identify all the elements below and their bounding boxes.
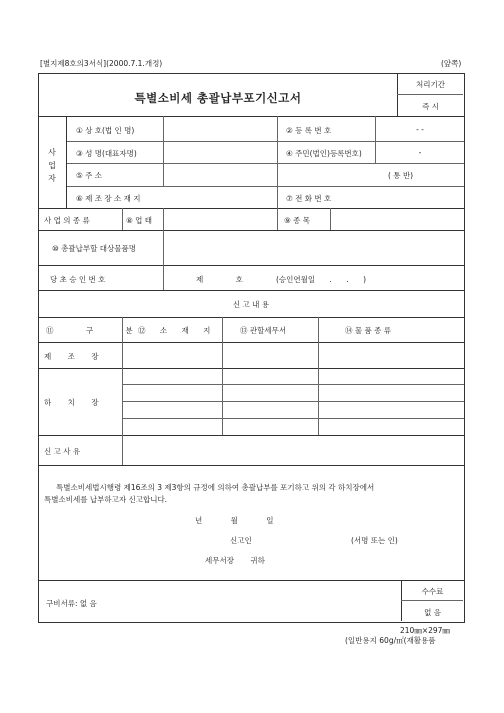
report-reason-label: 신 고 사 유: [44, 447, 81, 456]
statement-line-2: 특별소비세를 납부하고자 신고합니다.: [44, 495, 168, 504]
form-title: 특별소비세 총괄납부포기신고서: [134, 91, 302, 105]
tax-office-addressee: 세무서장 귀하: [205, 556, 265, 565]
signature-label: (서명 또는 인): [351, 536, 398, 545]
registration-number-label: ② 등 록 번 호: [286, 126, 332, 135]
column-location: ⑫ 소 재 지: [138, 326, 211, 335]
phone-number-label: ⑦ 전 화 번 호: [286, 194, 332, 203]
factory-location-label: ⑥ 제 조 장 소 재 지: [76, 194, 141, 203]
approval-date: (승인연월일 . . ): [276, 275, 366, 284]
statement-date: 년 월 일: [195, 516, 274, 525]
reporter-label: 신고인: [230, 536, 252, 545]
report-content-title: 신 고 내 용: [232, 300, 270, 309]
processing-period-value: 즉 시: [422, 102, 439, 111]
business-category-label: ⑧ 업 태: [126, 216, 152, 225]
resident-number-label: ④ 주민(법인)등록번호): [286, 149, 362, 158]
resident-number-value: -: [418, 148, 422, 157]
address-tong-ban: ( 통 반): [388, 171, 414, 180]
row-factory: 제 조 장: [44, 352, 99, 361]
registration-number-value: - -: [416, 125, 424, 134]
trade-name-label: ① 상 호(법 인 명): [76, 126, 135, 135]
representative-name-label: ③ 성 명(대표자명): [76, 149, 137, 158]
fee-label: 수수료: [421, 587, 444, 596]
row-subsidiary-warehouse: 하 치 장: [44, 398, 99, 407]
fee-value: 없 음: [424, 608, 441, 617]
target-items-label: ⑩ 총괄납부할 대상물품명: [52, 244, 136, 253]
column-category: ⑪ 구 분: [46, 326, 133, 335]
approval-number-value: 제 호: [196, 275, 243, 284]
paper-size: 210㎜×297㎜: [400, 626, 450, 635]
address-label: ⑤ 주 소: [76, 171, 102, 180]
processing-period-label: 처리기간: [416, 80, 445, 89]
approval-number-label: 당 초 승 인 번 호: [50, 275, 106, 284]
column-tax-office: ⑬ 관할세무서: [240, 326, 287, 335]
page-side-label: (앞쪽): [441, 59, 462, 68]
business-type-label: 사 업 의 종 류: [44, 216, 90, 225]
paper-spec: (일반용지 60g/㎡(재활용품: [345, 636, 436, 645]
business-item-label: ⑨ 종 목: [284, 216, 310, 225]
column-goods-type: ⑭ 물 품 종 류: [345, 326, 392, 335]
applicant-group-label: 사 업 자: [48, 148, 56, 183]
required-documents: 구비서류: 없 음: [46, 599, 97, 608]
form-reference: [별지제8호의3서식](2000.7.1.개정): [40, 59, 163, 68]
statement-line-1: 특별소비세법시행령 제16조의 3 제3항의 규정에 의하여 총괄납부를 포기하고 위의 각 하치장에서: [56, 483, 375, 492]
